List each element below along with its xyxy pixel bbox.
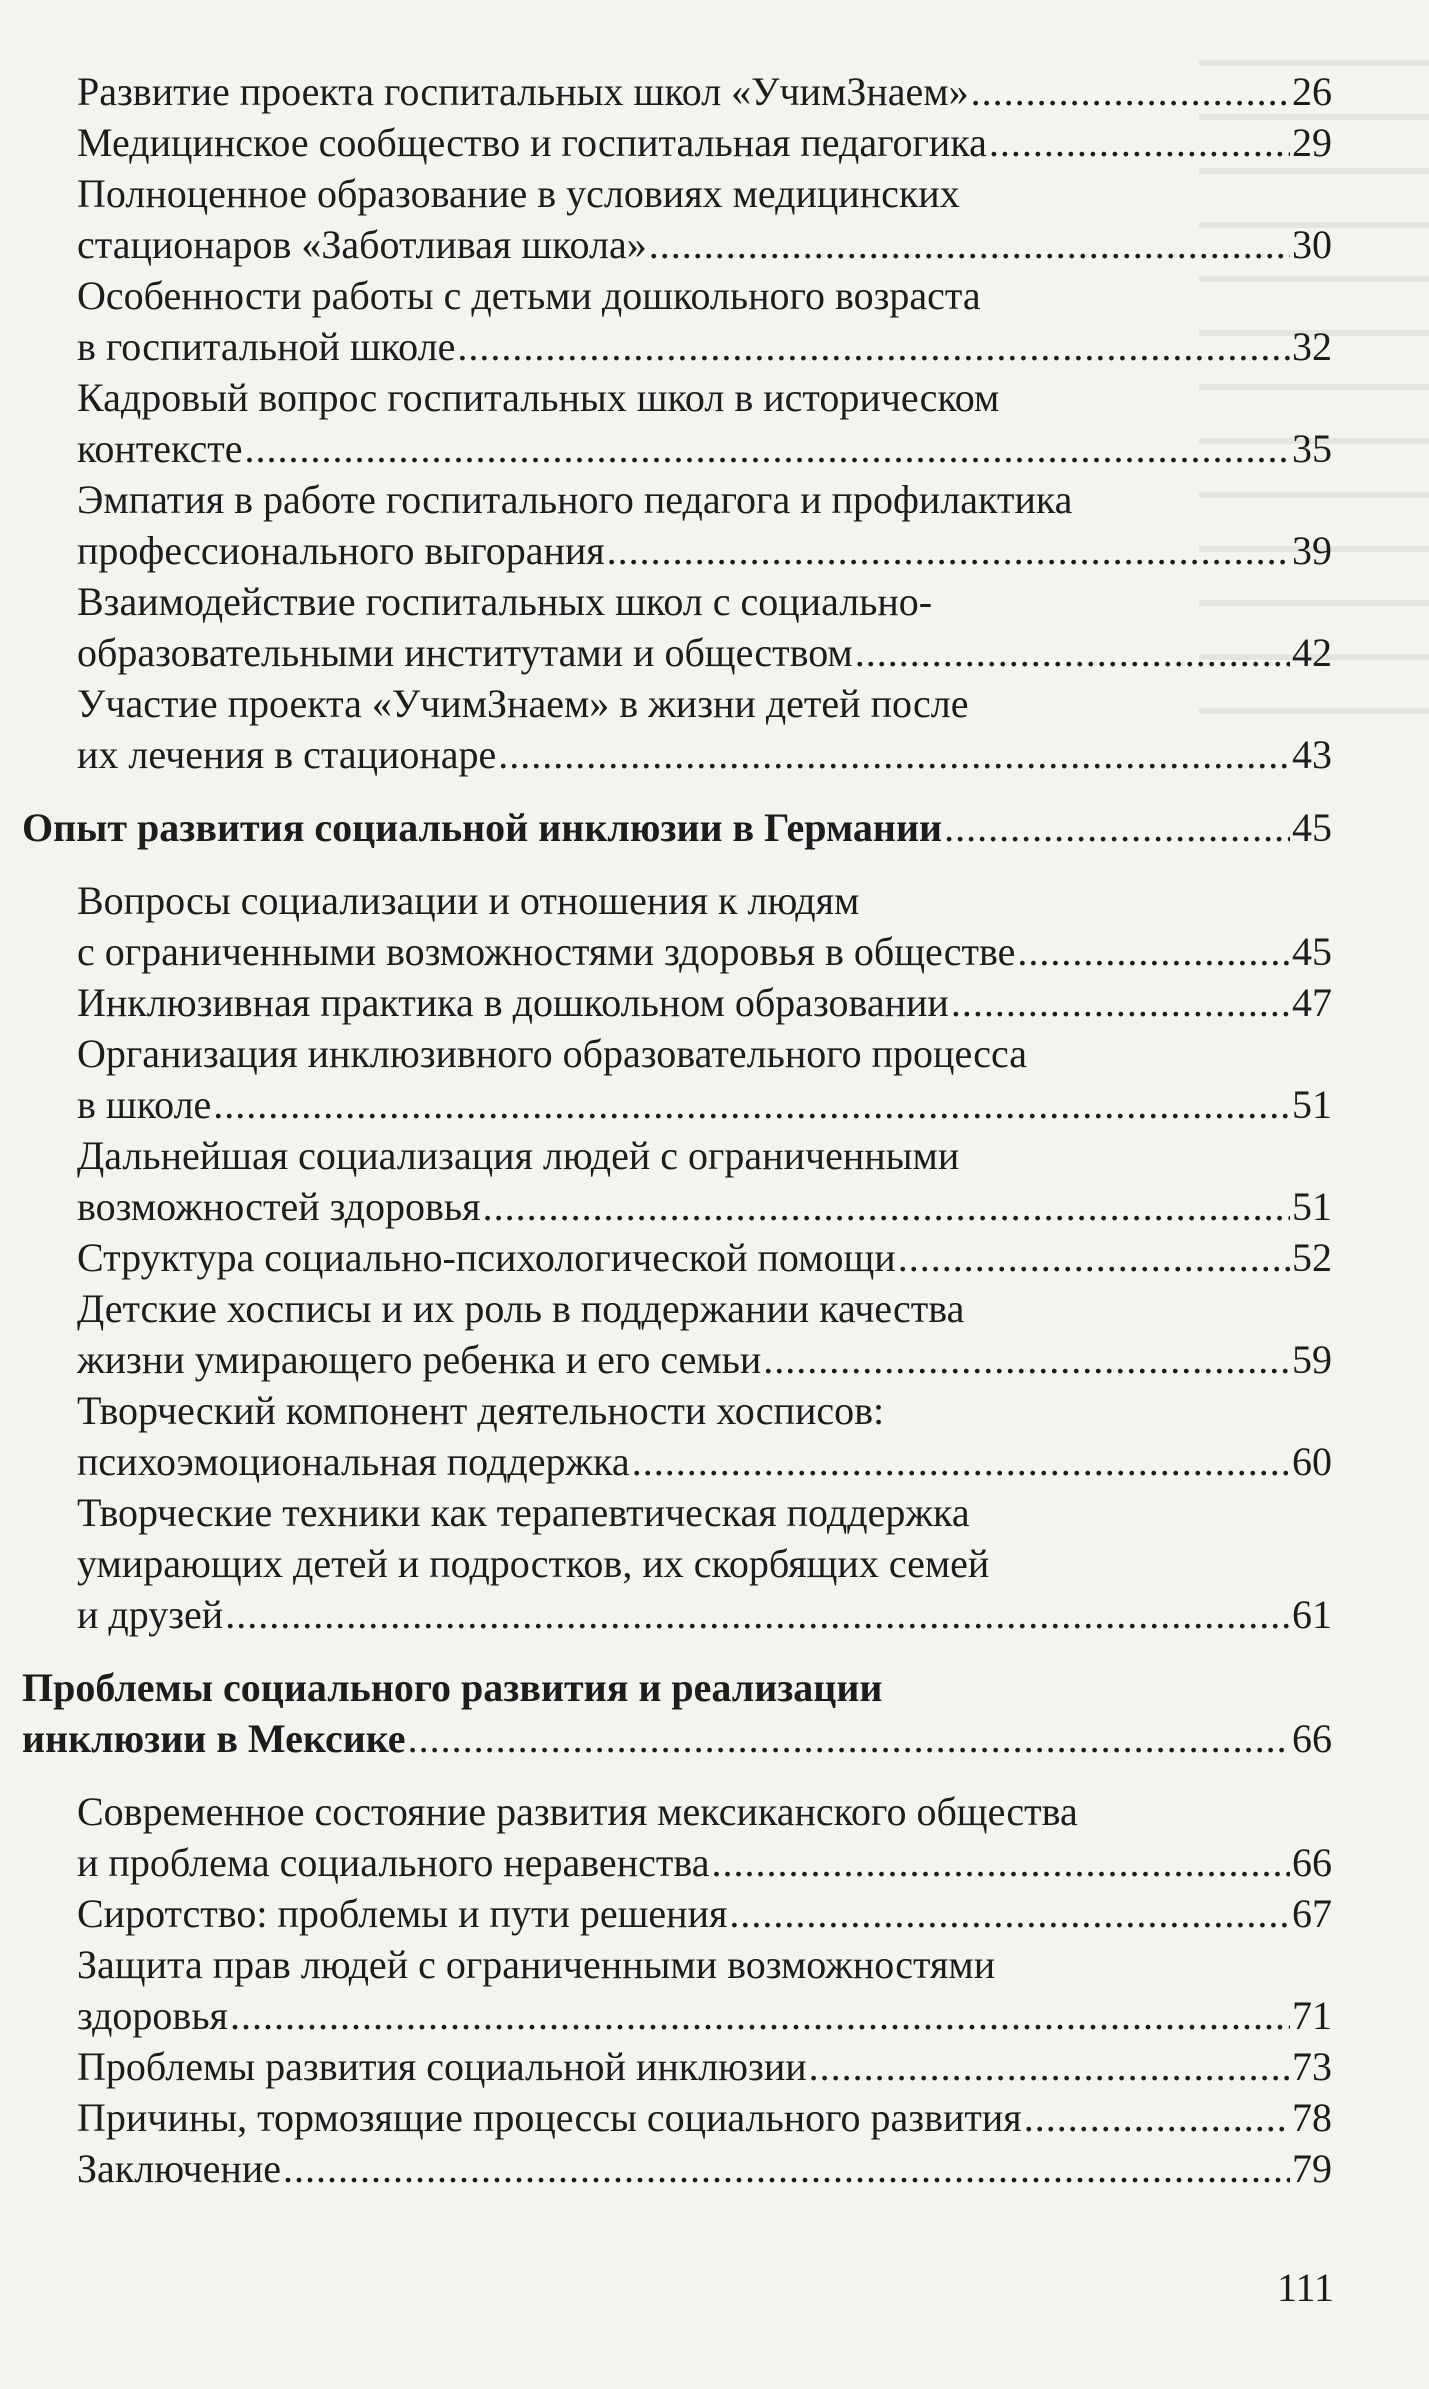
toc-title-line: умирающих детей и подростков, их скорбящих семей xyxy=(77,1541,990,1586)
toc-page-number: 30 xyxy=(1292,222,1332,267)
toc-page-number: 29 xyxy=(1292,120,1332,165)
toc-page-number: 59 xyxy=(1292,1337,1332,1382)
toc-leader-line xyxy=(77,219,1332,270)
toc-title-line: Проблемы социального развития и реализации xyxy=(22,1665,883,1710)
dot-leader xyxy=(1017,926,1290,977)
table-of-contents xyxy=(22,66,1332,2194)
toc-section xyxy=(22,1028,1332,1130)
toc-leader-line xyxy=(77,117,1332,168)
toc-section xyxy=(22,1385,1332,1487)
toc-page-number: 66 xyxy=(1292,1840,1332,1885)
toc-leader-line xyxy=(77,66,1332,117)
toc-page-number: 51 xyxy=(1292,1082,1332,1127)
dot-leader xyxy=(971,66,1290,117)
toc-title-line: с ограниченными возможностями здоровья в обществе xyxy=(77,929,1016,974)
toc-leader-line xyxy=(77,1436,1332,1487)
toc-page-number: 26 xyxy=(1292,69,1332,114)
toc-title-line: инклюзии в Мексике xyxy=(22,1716,406,1761)
toc-leader-line xyxy=(77,627,1332,678)
toc-title-line: Структура социально-психологической помощи xyxy=(77,1235,896,1280)
toc-leader-line xyxy=(77,729,1332,780)
dot-leader xyxy=(763,1334,1290,1385)
toc-title-line: Проблемы развития социальной инклюзии xyxy=(77,2044,807,2089)
toc-title-line: Организация инклюзивного образовательного процесса xyxy=(77,1031,1027,1076)
toc-section xyxy=(22,474,1332,576)
toc-leader-line xyxy=(77,1334,1332,1385)
toc-title-line: Развитие проекта госпитальных школ «УчимЗнаем» xyxy=(77,69,969,114)
toc-section xyxy=(22,168,1332,270)
dot-leader xyxy=(283,2143,1290,2194)
toc-leader-line xyxy=(77,1232,1332,1283)
toc-section xyxy=(22,875,1332,977)
dot-leader xyxy=(607,525,1290,576)
toc-section xyxy=(22,1232,1332,1283)
toc-title-line: их лечения в стационаре xyxy=(77,732,497,777)
toc-title-line: Вопросы социализации и отношения к людям xyxy=(77,878,860,923)
toc-title-line: Причины, тормозящие процессы социального развития xyxy=(77,2095,1022,2140)
toc-chapter xyxy=(22,1662,1332,1764)
toc-section xyxy=(22,66,1332,117)
toc-title-line: Сиротство: проблемы и пути решения xyxy=(77,1891,728,1936)
dot-leader xyxy=(898,1232,1290,1283)
toc-title-line: Кадровый вопрос госпитальных школ в историческом xyxy=(77,375,1000,420)
toc-title-line: жизни умирающего ребенка и его семьи xyxy=(77,1337,762,1382)
dot-leader xyxy=(230,1990,1290,2041)
toc-leader-line xyxy=(77,321,1332,372)
dot-leader xyxy=(944,802,1290,853)
toc-section xyxy=(22,1888,1332,1939)
toc-title-line: Участие проекта «УчимЗнаем» в жизни детей после xyxy=(77,681,969,726)
dot-leader xyxy=(408,1713,1290,1764)
toc-section xyxy=(22,1283,1332,1385)
toc-section xyxy=(22,1130,1332,1232)
toc-title-line: контексте xyxy=(77,426,243,471)
toc-leader-line xyxy=(77,2092,1332,2143)
toc-page-number: 43 xyxy=(1292,732,1332,777)
toc-title-line: Дальнейшая социализация людей с ограниченными xyxy=(77,1133,960,1178)
toc-section xyxy=(22,1939,1332,2041)
toc-title-line: психоэмоциональная поддержка xyxy=(77,1439,630,1484)
toc-page-number: 45 xyxy=(1292,805,1332,850)
toc-page-number: 51 xyxy=(1292,1184,1332,1229)
toc-page-number: 61 xyxy=(1292,1592,1332,1637)
toc-title-line: стационаров «Заботливая школа» xyxy=(77,222,647,267)
dot-leader xyxy=(213,1079,1290,1130)
toc-leader-line xyxy=(22,802,1332,853)
toc-section xyxy=(22,1487,1332,1640)
toc-title-line: Детские хосписы и их роль в поддержании качества xyxy=(77,1286,965,1331)
dot-leader xyxy=(855,627,1290,678)
toc-section xyxy=(22,2092,1332,2143)
toc-page-number: 42 xyxy=(1292,630,1332,675)
toc-page-number: 39 xyxy=(1292,528,1332,573)
toc-leader-line xyxy=(77,2143,1332,2194)
toc-title-line: и друзей xyxy=(77,1592,224,1637)
toc-section xyxy=(22,2143,1332,2194)
dot-leader xyxy=(225,1589,1290,1640)
toc-section xyxy=(22,372,1332,474)
toc-leader-line xyxy=(77,423,1332,474)
toc-page-number: 47 xyxy=(1292,980,1332,1025)
toc-page-number: 79 xyxy=(1292,2146,1332,2191)
toc-title-line: Современное состояние развития мексиканского общества xyxy=(77,1789,1078,1834)
toc-section xyxy=(22,1786,1332,1888)
toc-title-line: Полноценное образование в условиях медицинских xyxy=(77,171,960,216)
toc-page-number: 35 xyxy=(1292,426,1332,471)
toc-section xyxy=(22,576,1332,678)
dot-leader xyxy=(244,423,1290,474)
toc-title-line: Взаимодействие госпитальных школ с социально- xyxy=(77,579,933,624)
toc-title-line: и проблема социального неравенства xyxy=(77,1840,710,1885)
dot-leader xyxy=(951,977,1290,1028)
toc-leader-line xyxy=(77,525,1332,576)
toc-title-line: Заключение xyxy=(77,2146,281,2191)
toc-leader-line xyxy=(77,1589,1332,1640)
toc-page-number: 52 xyxy=(1292,1235,1332,1280)
toc-title-line: Защита прав людей с ограниченными возможностями xyxy=(77,1942,996,1987)
toc-title-line: профессионального выгорания xyxy=(77,528,605,573)
toc-title-line: возможностей здоровья xyxy=(77,1184,481,1229)
toc-leader-line xyxy=(77,1837,1332,1888)
toc-title-line: в госпитальной школе xyxy=(77,324,456,369)
dot-leader xyxy=(483,1181,1290,1232)
toc-title-line: Особенности работы с детьми дошкольного возраста xyxy=(77,273,981,318)
toc-title-line: Эмпатия в работе госпитального педагога и профилактика xyxy=(77,477,1073,522)
toc-title-line: образовательными институтами и обществом xyxy=(77,630,853,675)
toc-title-line: Творческий компонент деятельности хосписов: xyxy=(77,1388,885,1433)
toc-section xyxy=(22,270,1332,372)
dot-leader xyxy=(711,1837,1290,1888)
dot-leader xyxy=(649,219,1290,270)
toc-leader-line xyxy=(77,1079,1332,1130)
dot-leader xyxy=(1024,2092,1290,2143)
toc-section xyxy=(22,678,1332,780)
toc-page-number: 32 xyxy=(1292,324,1332,369)
dot-leader xyxy=(498,729,1290,780)
toc-page-number: 67 xyxy=(1292,1891,1332,1936)
toc-page-number: 71 xyxy=(1292,1993,1332,2038)
dot-leader xyxy=(457,321,1290,372)
toc-leader-line xyxy=(77,926,1332,977)
toc-leader-line xyxy=(77,977,1332,1028)
toc-leader-line xyxy=(77,1990,1332,2041)
toc-title-line: Инклюзивная практика в дошкольном образовании xyxy=(77,980,949,1025)
dot-leader xyxy=(809,2041,1290,2092)
toc-section xyxy=(22,117,1332,168)
toc-title-line: Медицинское сообщество и госпитальная педагогика xyxy=(77,120,987,165)
toc-section xyxy=(22,977,1332,1028)
toc-leader-line xyxy=(22,1713,1332,1764)
toc-page-number: 60 xyxy=(1292,1439,1332,1484)
toc-title-line: Творческие техники как терапевтическая поддержка xyxy=(77,1490,970,1535)
toc-page-number: 66 xyxy=(1292,1716,1332,1761)
toc-page-number: 45 xyxy=(1292,929,1332,974)
toc-title-line: в школе xyxy=(77,1082,212,1127)
page-number: 111 xyxy=(1276,2265,1334,2310)
toc-chapter xyxy=(22,802,1332,853)
dot-leader xyxy=(729,1888,1290,1939)
toc-page-number: 78 xyxy=(1292,2095,1332,2140)
toc-title-line: здоровья xyxy=(77,1993,228,2038)
toc-page-number: 73 xyxy=(1292,2044,1332,2089)
toc-section xyxy=(22,2041,1332,2092)
toc-leader-line xyxy=(77,1181,1332,1232)
toc-leader-line xyxy=(77,2041,1332,2092)
toc-leader-line xyxy=(77,1888,1332,1939)
dot-leader xyxy=(989,117,1290,168)
toc-title-line: Опыт развития социальной инклюзии в Германии xyxy=(22,805,943,850)
dot-leader xyxy=(632,1436,1290,1487)
